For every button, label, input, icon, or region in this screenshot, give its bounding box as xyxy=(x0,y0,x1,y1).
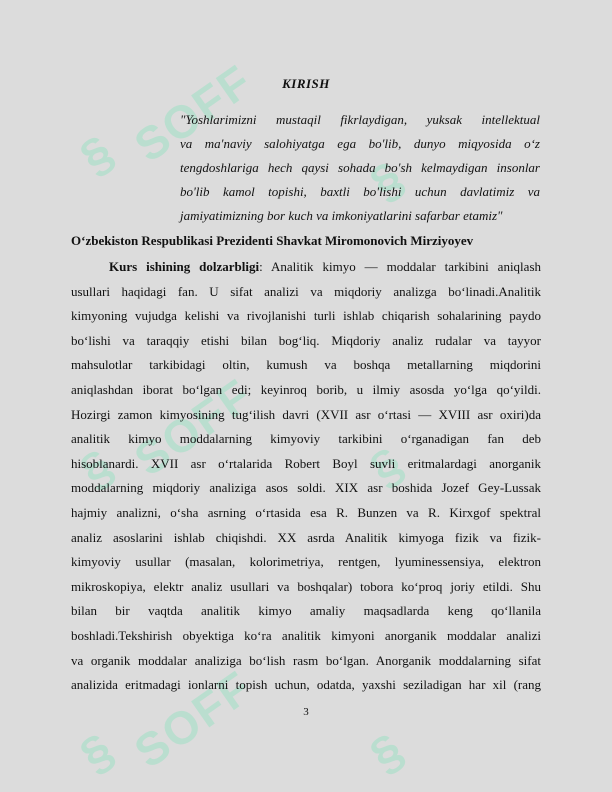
epigraph-line: "Yoshlarimizni mustaqil fikrlaydigan, yuksak intellektual xyxy=(180,112,540,127)
watermark-logo-icon: § xyxy=(71,126,124,185)
paragraph-line: kimyoning vujudga kelishi va rivojlanishi turli ishlab chiqarish sohalarining paydo xyxy=(71,308,541,324)
paragraph-line-text: : Analitik kimyo — moddalar tarkibini aniqlash xyxy=(259,259,542,274)
paragraph-line: mikroskopiya, elektr analiz usullari va boshqalar) tobora ko‘proq joriy etildi. Shu xyxy=(71,578,541,594)
epigraph-line: jamiyatimizning bor kuch va imkoniyatlarini safarbar etamiz" xyxy=(180,208,503,223)
epigraph-line: tengdoshlariga hech qaysi sohada bo'sh kelmaydigan insonlar xyxy=(180,160,540,175)
paragraph-line: analitik kimyo moddalarning kimyoviy tarkibini o‘rganadigan fan deb xyxy=(71,431,541,447)
watermark-logo-icon: § xyxy=(71,724,124,783)
watermark-text: SOFF xyxy=(124,368,262,486)
paragraph-line: hajmiy analizni, o‘sha asrning o‘rtasida esa R. Bunzen va R. Kirxgof spektral xyxy=(71,504,541,520)
paragraph-heading: Kurs ishining dolzarbligi xyxy=(109,259,260,274)
paragraph-line: Hozirgi zamon kimyosining tug‘ilish davri (XVII asr o‘rtasi — XVIII asr oxiri)da xyxy=(71,406,541,422)
paragraph-line: aniqlashdan iborat bo‘lgan edi; keyinroq borib, u ilmiy asosda yo‘lga qo‘yildi. xyxy=(71,381,541,397)
epigraph-line: va ma'naviy salohiyatga ega bo'lib, dunyo miqyosida o‘z xyxy=(180,136,540,151)
paragraph-line: bo‘lishi va taraqqiy etishi bilan bog‘liq. Miqdoriy analiz rudalar va tayyor xyxy=(71,332,541,348)
body-paragraph xyxy=(71,255,541,698)
watermark-logo-icon: § xyxy=(361,724,414,783)
page-title: KIRISH xyxy=(282,76,330,91)
epigraph-author: O‘zbekiston Respublikasi Prezidenti Shavkat Miromonovich Mirziyoyev xyxy=(71,233,474,248)
paragraph-line: kimyoviy usullar (masalan, kolorimetriya, rentgen, lyuminessensiya, elektron xyxy=(71,554,541,570)
paragraph-line: analizida eritmadagi ionlarni topish uchun, odatda, yaxshi seziladigan har xil (rang xyxy=(71,677,541,693)
watermark-text: SOFF xyxy=(124,54,262,172)
watermark-logo-icon: § xyxy=(361,152,414,211)
paragraph-line: boshladi.Tekshirish obyektiga ko‘ra analitik kimyoni anorganik moddalar analizi xyxy=(71,627,541,643)
epigraph-quote xyxy=(180,108,540,228)
paragraph-line: bilan bir vaqtda analitik kimyo amaliy maqsadlarda keng qo‘llanila xyxy=(71,603,541,619)
paragraph-line: mahsulotlar tarkibidagi oltin, kumush va boshqa metallarning miqdorini xyxy=(71,357,541,373)
paragraph-line: usullari haqidagi fan. U sifat analizi va miqdoriy analizga bo‘linadi.Analitik xyxy=(71,283,541,299)
epigraph-line: bo'lib kamol topishi, baxtli bo'lishi uchun davlatimiz va xyxy=(180,184,540,199)
watermark-text: SOFF xyxy=(124,660,262,778)
paragraph-line: hisoblanardi. XVII asr o‘rtalarida Robert Boyl suvli eritmalardagi anorganik xyxy=(71,455,541,471)
page-number: 3 xyxy=(303,706,309,718)
watermark-logo-icon: § xyxy=(71,440,124,499)
paragraph-line: va organik moddalar analiziga bo‘lish rasm bo‘lgan. Anorganik moddalarning sifat xyxy=(71,652,541,668)
watermark-logo-icon: § xyxy=(361,438,414,497)
paragraph-line xyxy=(71,255,541,280)
paragraph-line: moddalarning miqdoriy analiziga asos soldi. XIX asr boshida Jozef Gey-Lussak xyxy=(71,480,541,496)
paragraph-line: analiz asoslarini ishlab chiqishdi. XX asrda Analitik kimyoga fizik va fizik- xyxy=(71,529,541,545)
